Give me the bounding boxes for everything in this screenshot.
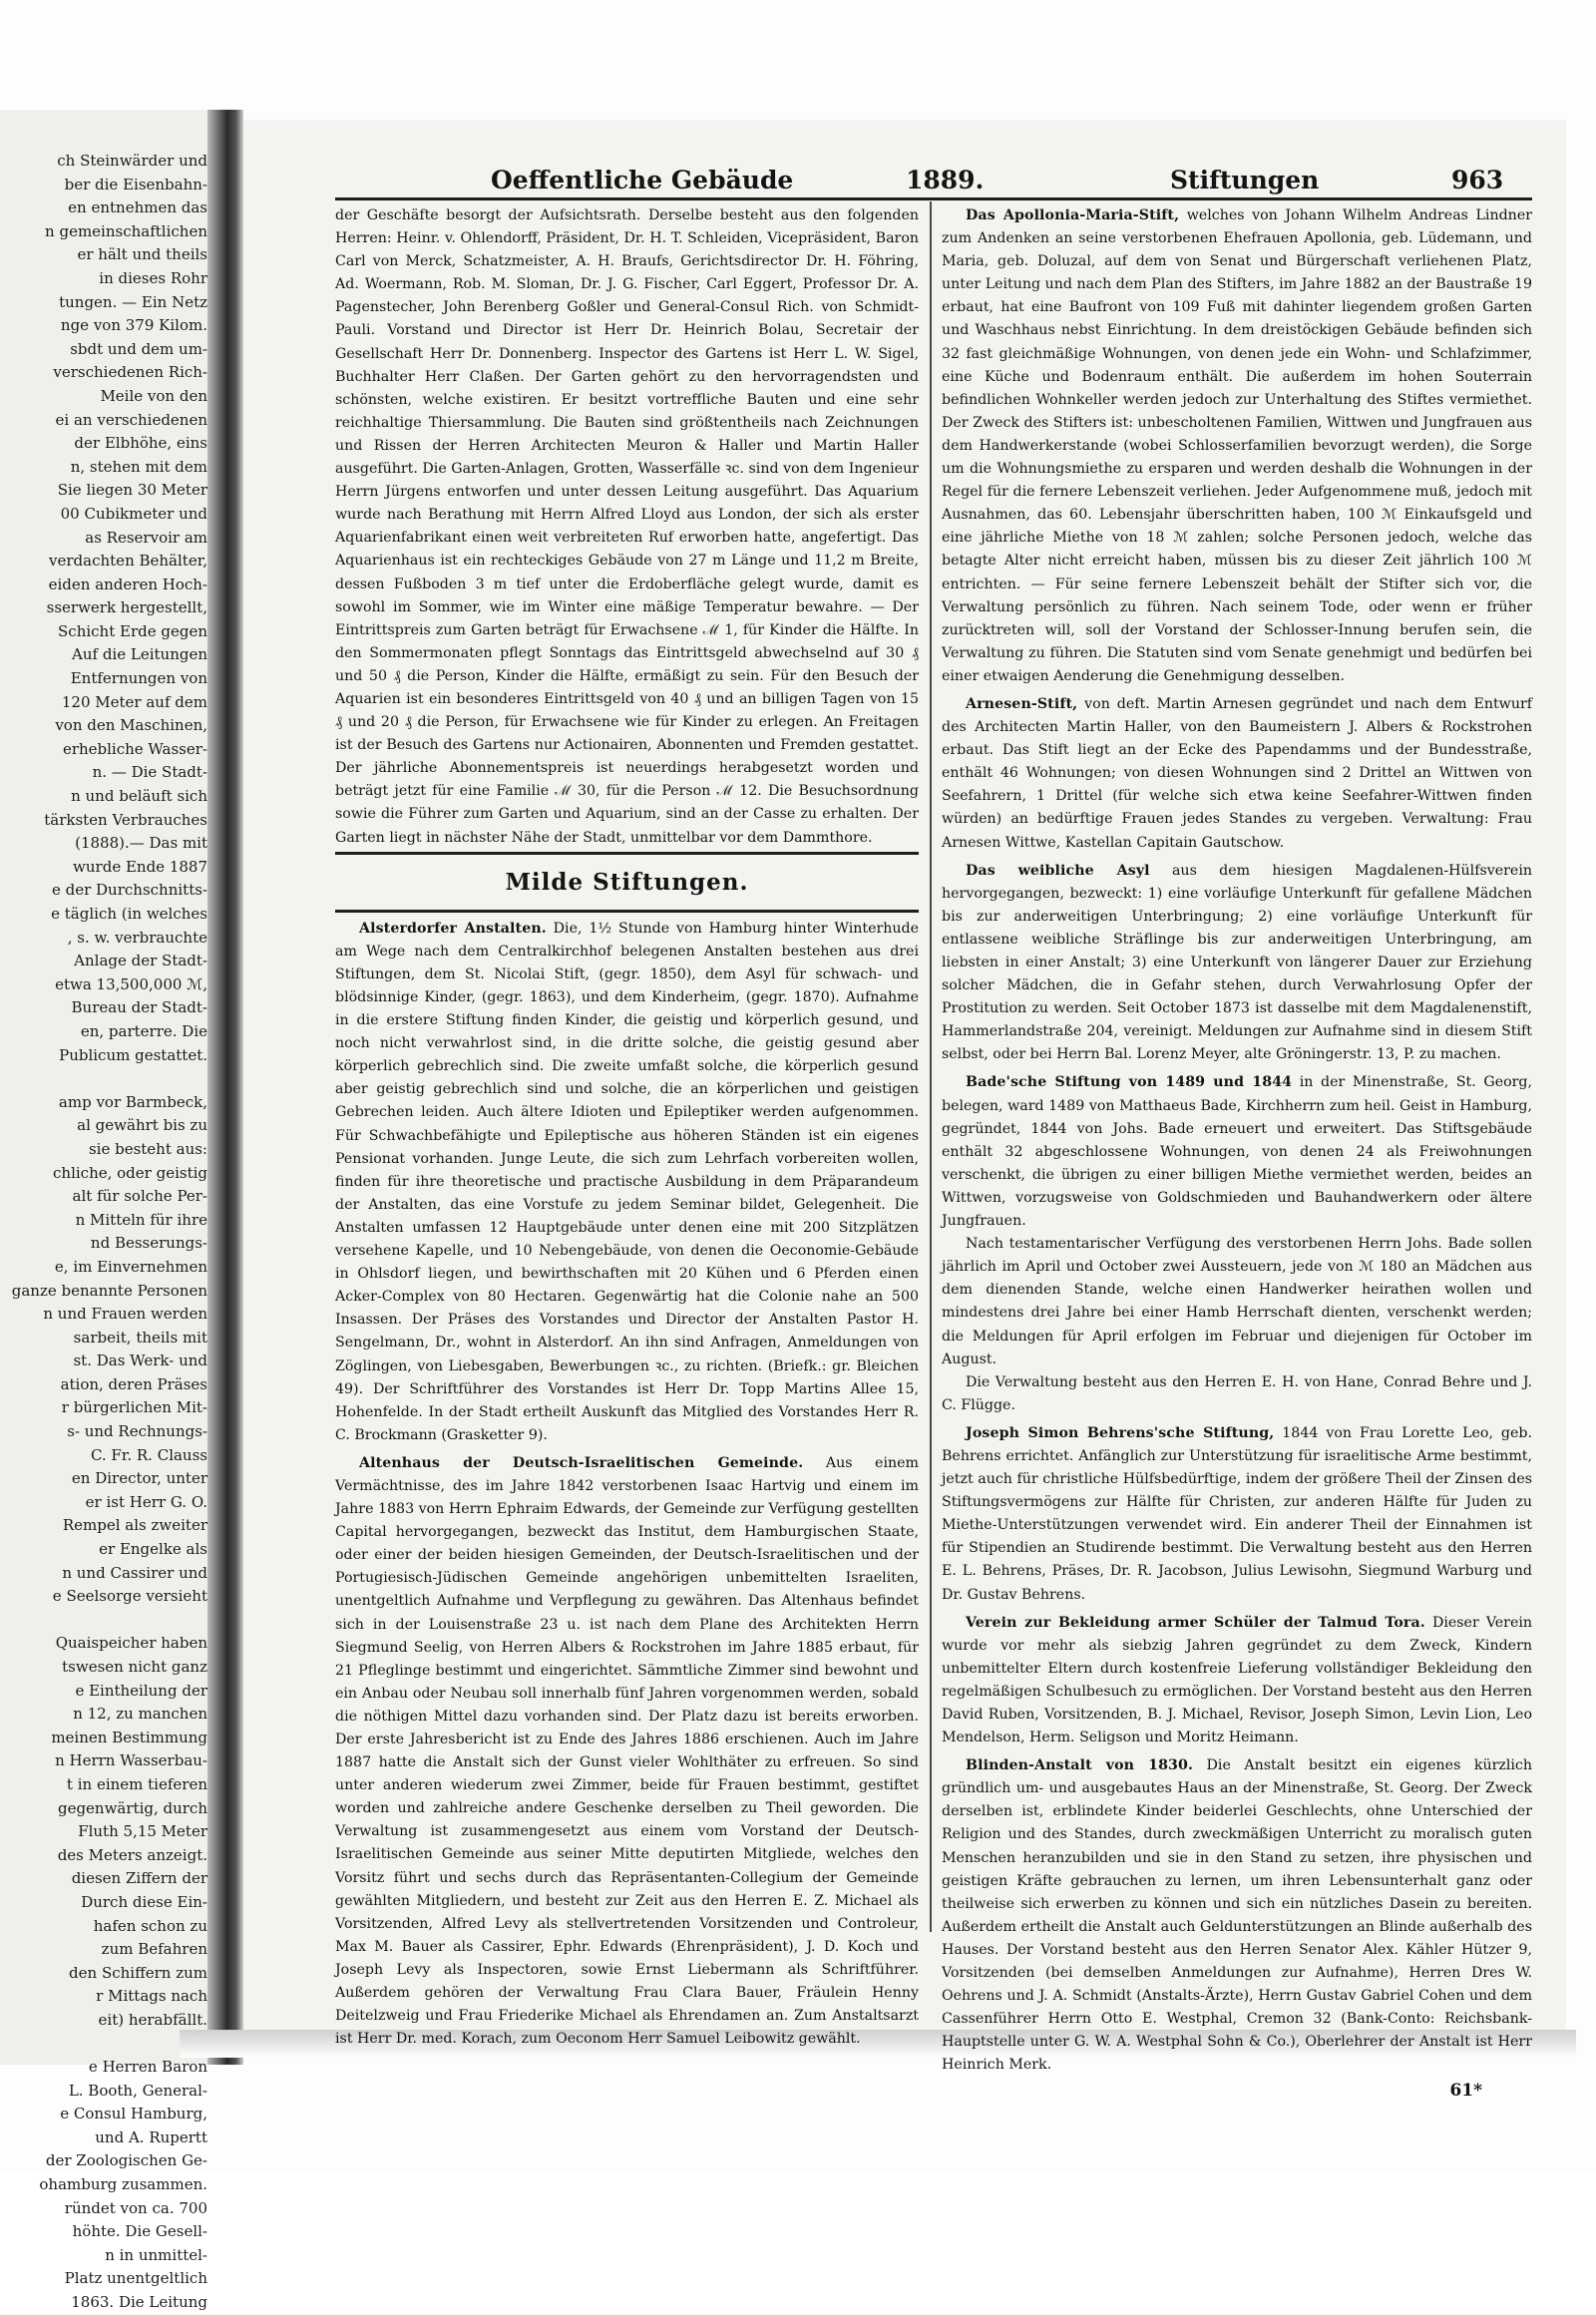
left-page-line: ohamburg zusammen.: [39, 2175, 207, 2194]
left-page-line: en, parterre. Die: [80, 1021, 207, 1040]
left-page-line: wurde Ende 1887: [73, 857, 207, 876]
header-rule: [335, 197, 1532, 200]
left-page-line: n Herrn Wasserbau-: [55, 1751, 207, 1770]
entry-title: Das Apollonia-Maria-Stift,: [966, 207, 1180, 223]
entry-text: Aus einem Vermächtnisse, des im Jahre 1842 verstorbenen Isaac Hartvig und einem im Jahre 1883 von Herrn Ephraim Edwards, der Gemeinde zur Verfügung gestellten Capital hervorgegangen, bezweckt das Institut, dem Hamburgischen Staate, oder einer der beiden hiesigen Gemeinden, der Deutsch-Israelitischen und der Portugiesisch-Jüdischen Gemeinde angehörigen unbemittelten Israeliten, unentgeltlich Aufnahme und Verpflegung zu gewähren. Das Altenhaus befindet sich in der Louisenstraße 23 u. ist nach dem Plane des Architekten Herrn Siegmund Seelig, von Herren Albers & Rockstrohen im Jahre 1885 erbaut, für 21 Pfleglinge bestimmt und eingerichtet. Sämmtliche Zimmer sind bewohnt und ein Anbau oder Neubau soll innerhalb fünf Jahren vorgenommen werden, sobald die nöthigen Mittel dazu vorhanden sind. Der Platz dazu ist bereits erworben. Der erste Jahresbericht ist zu Ende des Jahres 1886 erschienen. Auch im Jahre 1887 hatte die Anstalt sich der Gunst vieler Wohlthäter zu erfreuen. So sind unter anderen wiederum zwei Zimmer, beide für Frauen bestimmt, gestiftet worden und zahlreiche andere Geschenke derselben zu Theil geworden. Die Verwaltung ist zusammengesetzt aus einem vom Vorstand der Deutsch-Israelitischen Gemeinde aus seiner Mitte deputirten Mitgliede, welches den Vorsitz führt und sechs durch das Repräsentanten-Collegium der Gemeinde gewählten Mitgliedern, und besteht zur Zeit aus den Herren E. Z. Michael als Vorsitzenden, Alfred Levy als stellvertretenden Vorsitzenden und Controleur, Max M. Bauer als Cassirer, Ephr. Edwards (Ehrenpräsident), J. D. Koch und Joseph Levy als Inspectoren, sowie Ernst Liebermann als Schriftführer. Außerdem gehören der Verwaltung Frau Clara Bauer, Fräulein Henny Deitelzweig und Frau Friederike Michael als Ehrendamen an. Zum Anstaltsarzt ist Herr Dr. med. Korach, zum Oeconom Herr Samuel Leibowitz gewählt.: [335, 1454, 919, 2048]
left-page-line: 1863. Die Leitung: [71, 2293, 207, 2312]
left-page-line: etwa 13,500,000 ℳ,: [55, 974, 207, 993]
entry-title: Das weibliche Asyl: [966, 862, 1150, 879]
left-page-line: Entfernungen von: [70, 669, 207, 688]
left-page-line: [0, 2033, 207, 2057]
left-page-line: Auf die Leitungen: [72, 645, 207, 664]
left-page-line: erhebliche Wasser-: [62, 739, 207, 758]
page-number: 963: [1451, 166, 1504, 194]
left-page-line: en Director, unter: [71, 1469, 207, 1488]
left-page-line: er hält und theils: [77, 245, 207, 264]
left-page-text-fragments: [0, 150, 207, 2315]
left-page-line: n und Frauen werden: [43, 1305, 207, 1324]
left-page-line: verdachten Behälter,: [49, 552, 207, 571]
entry-blinden-anstalt: [942, 1754, 1532, 2077]
entry-text: Dieser Verein wurde vor mehr als siebzig Jahren gegründet zu dem Zweck, Kindern unbemittelter Eltern durch kostenfreie Lieferung vollständiger Bekleidung den regelmäßigen Schulbesuch zu ermöglichen. Der Vorstand besteht aus den Herren David Ruben, Vorsitzenden, B. J. Michael, Revisor, Joseph Simon, Levin Lion, Leo Mendelson, Herm. Seligson und Moritz Heimann.: [942, 1614, 1533, 1746]
book-gutter: [207, 110, 243, 2065]
left-page-line: n und Cassirer und: [62, 1563, 207, 1582]
entry-text: in der Minenstraße, St. Georg, belegen, ward 1489 von Matthaeus Bade, Kirchherrn zum heil. Geist in Hamburg, gegründet, 1844 von Johs. Bade erneuert und erweitert. Das Stiftsgebäude enthält 32 abgeschlossene Wohnungen, von denen 24 als Freiwohnungen verschenkt, die übrigen zu einer billigen Miethe vermiethet werden, beides an Wittwen, vorzugsweise von Goldschmieden und Bauhandwerkern oder ältere Jungfrauen.: [942, 1074, 1533, 1230]
left-page-line: ch Steinwärder und: [57, 152, 207, 170]
left-page-line: Durch diese Ein-: [81, 1892, 207, 1911]
entry-bade-part2: Nach testamentarischer Verfügung des verstorbenen Herrn Johs. Bade sollen jährlich im April und October zwei Aussteuern, jede von ℳ 180 an Mädchen aus dem dienenden Stande, welche einen Handwerker heirathen wollen und mindestens drei Jahre bei einer Hamb Herrschaft dienten, verschenkt werden; die Meldungen für April erfolgen im Februar und diejenigen für October im August.: [942, 1236, 1532, 1367]
left-page-line: ei an verschiedenen: [55, 410, 207, 429]
entry-title: Altenhaus der Deutsch-Israelitischen Gemeinde.: [359, 1454, 804, 1471]
left-page-line: nd Besserungs-: [90, 1234, 207, 1253]
left-page-edge: [0, 110, 217, 2312]
left-page-line: e der Durchschnitts-: [51, 881, 207, 900]
signature-mark: 61*: [1449, 2080, 1482, 2101]
entry-title: Blinden-Anstalt von 1830.: [966, 1757, 1194, 1774]
left-page-line: e Seelsorge versieht: [52, 1587, 207, 1606]
left-page-line: meinen Bestimmung: [51, 1728, 207, 1746]
entry-arnesen: [942, 693, 1532, 855]
left-page-line: en entnehmen das: [68, 198, 207, 217]
left-column: [335, 204, 919, 2051]
entry-text: von deft. Martin Arnesen gegründet und nach dem Entwurf des Architecten Martin Haller, von den Baumeistern J. Albers & Rockstrohen erbaut. Das Stift liegt an der Ecke des Papendamms und der Bundesstraße, enthält 46 Wohnungen; von diesen Wohnungen sind 2 Drittel an Wittwen von Seefahrern, 1 Drittel (für welche sich etwa keine Seefahrer-Wittwen finden würden) an bedürftige Frauen jedes Standes zu vergeben. Verwaltung: Frau Arnesen Wittwe, Kastellan Capitain Gautschow.: [942, 695, 1532, 851]
entry-alsterdorfer: [335, 918, 919, 1447]
right-column: [942, 204, 1532, 2103]
left-page-line: as Reservoir am: [85, 528, 207, 547]
left-page-line: höhte. Die Gesell-: [72, 2222, 207, 2241]
entry-weibliche-asyl: [942, 860, 1532, 1067]
left-page-line: [0, 1067, 207, 1091]
left-page-line: verschiedenen Rich-: [53, 363, 207, 382]
left-page-line: Schicht Erde gegen: [58, 621, 207, 640]
left-page-line: 120 Meter auf dem: [61, 692, 207, 711]
left-page-line: er ist Herr G. O.: [85, 1492, 207, 1511]
left-page-line: n und beläuft sich: [71, 787, 207, 806]
entry-bade: [942, 1071, 1532, 1233]
left-page-line: eiden anderen Hoch-: [48, 575, 207, 593]
left-page-line: Fluth 5,15 Meter: [78, 1822, 207, 1841]
entry-text: Die, 1½ Stunde von Hamburg hinter Winterhude am Wege nach dem Centralkirchhof belegenen Anstalten bestehen aus drei Stiftungen, dem St. Nicolai Stift, (gegr. 1850), dem Asyl für schwach- und blödsinnige Kinder, (gegr. 1863), und dem Kinderheim, (gegr. 1870). Aufnahme in die erstere Stiftung finden Kinder, die geistig und körperlich gesund, und noch nicht verwahrlost sind, in die dritte solche, die geistig gesund aber körperlich gebrechlich sind. Die zweite umfaßt solche, die körperlich gesund aber geistig gebrechlich sind und solche, die an körperlichen und geistigen Gebrechen leiden. Auch ältere Idioten und Epileptiker werden aufgenommen. Für Schwachbefähigte und Epileptische aus höheren Ständen ist ein eigenes Pensionat vorhanden. Junge Leute, die sich zum Lehrfach vorbereiten wollen, finden für ihre theoretische und practische Ausbildung in dem Präparandeum der Anstalten, das eine Vorstufe zu jedem Seminar bildet, Gelegenheit. Die Anstalten umfassen 12 Hauptgebäude unter denen eine mit 200 Sitzplätzen versehene Kapelle, und 10 Nebengebäude, von denen die Oeconomie-Gebäude in Ohlsdorf liegen, und bewirthschaften mit 20 Kühen und 6 Pferden einen Acker-Complex von 80 Hectaren. Gegenwärtig hat die Colonie nahe an 500 Insassen. Der Präses des Vorstandes und Director der Anstalten Pastor H. Sengelmann, Dr., wohnt in Alsterdorf. An ihn sind Anfragen, Anmeldungen von Zöglingen, von Liebesgaben, Bewerbungen ꝛc., zu richten. (Briefk.: gr. Bleichen 49). Der Schriftführer des Vorstandes ist Herr Dr. Topp Martins Allee 15, Hohenfelde. In der Stadt ertheilt Auskunft das Mitglied des Vorstandes Herr R. C. Brockmann (Grasketter 9).: [335, 920, 919, 1443]
left-page-line: e täglich (in welches: [51, 905, 207, 923]
left-page-line: al gewährt bis zu: [77, 1116, 207, 1135]
left-page-line: sbdt und dem um-: [70, 339, 207, 358]
left-page-line: und A. Rupertt: [95, 2127, 207, 2146]
running-head-left: Oeffentliche Gebäude: [491, 166, 794, 194]
left-page-line: t in einem tieferen: [66, 1774, 207, 1793]
entry-text: Die Anstalt besitzt ein eigenes kürzlich gründlich um- und ausgebautes Haus an der Minenstraße, St. Georg. Der Zweck derselben ist, erblindete Kinder beiderlei Geschlechts, ohne Unterschied der Religion und des Standes, durch zweckmäßigen Unterricht zu moralisch guten Menschen heranzubilden und sie in den Stand zu setzen, ihre physischen und geistigen Kräfte gebrauchen zu lernen, um ihren Lebensunterhalt ganz oder theilweise sich erwerben zu können und sich ein nützliches Dasein zu bereiten. Außerdem ertheilt die Anstalt auch Geldunterstützungen an Blinde außerhalb des Hauses. Der Vorstand besteht aus den Herren Senator Alex. Kähler Hützer 9, Vorsitzenden (bei demselben Anmeldungen zur Aufnahme), Herren Dres W. Oehrens und J. A. Schmidt (Anstalts-Ärzte), Herrn Gustav Gabriel Cohen und dem Cassenführer Herrn Otto E. Westphal, Cremon 32 (Bank-Conto: Reichsbank-Hauptstelle unter G. W. A. Westphal Sohn & Co.), Oberlehrer der Anstalt ist Herr Heinrich Merk.: [942, 1757, 1532, 2074]
left-page-line: chliche, oder geistig: [53, 1163, 207, 1182]
left-page-line: Meile von den: [100, 386, 207, 405]
left-page-line: st. Das Werk- und: [73, 1351, 207, 1370]
zoo-intro-paragraph: der Geschäfte besorgt der Aufsichtsrath. Derselbe besteht aus den folgenden Herren: Heinr. v. Ohlendorff, Präsident, Dr. H. T. Schleiden, Vicepräsident, Baron Carl von Merck, Schatzmeister, A. H. Braufs, Gerichtsdirector Dr. H. Föhring, Ad. Woermann, Rob. M. Sloman, Dr. J. G. Fischer, Carl Eggert, Professor Dr. A. Pagenstecher, John Berenberg Goßler und General-Consul Rich. von Schmidt-Pauli. Vorstand und Director ist Herr Dr. Heinrich Bolau, Secretair der Gesellschaft Herr Dr. Donnenberg. Inspector des Gartens ist Herr L. W. Sigel, Buchhalter Herr Claßen. Der Garten gehört zu den hervorragendsten und schönsten, welche existiren. Er besitzt vortreffliche Bauten und eine sehr reichhaltige Thiersammlung. Die Bauten sind größtentheils nach Zeichnungen und Rissen der Herren Architecten Meuron & Haller und Martin Haller ausgeführt. Die Garten-Anlagen, Grotten, Wasserfälle ꝛc. sind von dem Ingenieur Herrn Jürgens entworfen und unter dessen Leitung ausgeführt. Das Aquarium wurde nach Berathung mit Herrn Alfred Lloyd aus London, der sich als erster Aquarienfabrikant einen weit verbreiteten Ruf erworben hatte, angefertigt. Das Aquarienhaus ist ein rechteckiges Gebäude von 27 m Länge und 11,2 m Breite, dessen Fußboden 3 m tief unter die Erdoberfläche gelegt wurde, damit es sowohl im Sommer, wie im Winter eine mäßige Temperatur bewahre. — Der Eintrittspreis zum Garten beträgt für Erwachsene ℳ 1, für Kinder die Hälfte. In den Sommermonaten pflegt Sonntags das Eintrittsgeld abwechselnd auf 30 ₰ und 50 ₰ die Person, Kinder die Hälfte, ermäßigt zu sein. Für den Besuch der Aquarien ist ein besonderes Eintrittsgeld von 40 ₰ und an billigen Tagen von 15 ₰ und 20 ₰ die Person, für Erwachsene wie für Kinder zu erlegen. An Freitagen ist der Besuch des Gartens nur Actionairen, Abonnenten und Fremden gestattet. Der jährliche Abonnementspreis ist neuerdings herabgesetzt worden und beträgt jetzt für eine Familie ℳ 30, für die Person ℳ 12. Die Besuchsordnung sowie die Führer zum Garten und Aquarium, sind an der Casse zu erhalten. Der Garten liegt in nächster Nähe der Stadt, unmittelbar vor dem Dammthore.: [335, 207, 919, 846]
left-page-line: nge von 379 Kilom.: [60, 316, 207, 335]
left-page-line: amp vor Barmbeck,: [58, 1092, 207, 1111]
left-page-line: e, im Einvernehmen: [54, 1257, 207, 1276]
left-page-line: n. — Die Stadt-: [92, 763, 207, 782]
entry-text: aus dem hiesigen Magdalenen-Hülfsverein hervorgegangen, bezweckt: 1) eine vorläufige Unterkunft für gefallene Mädchen bis zur anderweitigen Unterbringung; 2) eine vorläufige Unterkunft für entlassene weibliche Sträflinge bis zur anderweitigen Unterbringung, am liebsten in einer Anstalt; 3) eine Unterkunft von längerer Dauer zur Erziehung solcher Mädchen, die in Gefahr stehen, durch Verwahrlosung Opfer der Prostitution zu werden. Seit October 1873 ist dasselbe mit dem Magdalenenstift, Hammerlandstraße 204, vereinigt. Meldungen zur Aufnahme sind in diesem Stift selbst, oder bei Herrn Bal. Lorenz Meyer, alte Gröningerstr. 13, P. zu machen.: [942, 862, 1532, 1063]
left-page-line: , s. w. verbrauchte: [67, 928, 207, 947]
left-page-line: s- und Rechnungs-: [67, 1422, 207, 1441]
left-page-line: Sie liegen 30 Meter: [57, 481, 207, 500]
entry-text: welches von Johann Wilhelm Andreas Lindner zum Andenken an seine verstorbenen Ehefrauen Apollonia, geb. Lüdemann, und Maria, geb. Doluzal, auf dem von Senat und Bürgerschaft verliehenen Platz, unter Leitung und nach dem Plan des Stifters, im Jahre 1882 an der Baustraße 19 erbaut, hat eine Baufront von 109 Fuß mit dahinter liegendem großen Garten und Waschhaus nebst Einrichtung. In dem dreistöckigen Gebäude befinden sich 32 fast gleichmäßige Wohnungen, von denen jede ein Wohn- und Schlafzimmer, eine Küche und Bodenraum enthält. Die außerdem im hohen Souterrain befindlichen Wohnkeller werden jedoch zur Unterhaltung des Stiftes vermiethet. Der Zweck des Stifters ist: unbescholtenen Familien, Wittwen und Jungfrauen aus dem Handwerkerstande (wobei Schlosserfamilien bevorzugt werden), die Sorge um die Wohnungsmiethe zu ersparen und werden deshalb die Wohnungen in der Regel für die fernere Lebenszeit verliehen. Jeder Aufgenommene muß, jedoch mit Ausnahmen, das 60. Lebensjahr überschritten haben, 100 ℳ Einkaufsgeld und eine jährliche Miethe von 18 ℳ zahlen; solche Personen jedoch, welche das betagte Alter nicht erreicht haben, müssen bis zu dieser Zeit jährlich 100 ℳ entrichten. — Für seine fernere Lebenszeit behält der Stifter sich vor, die Verwaltung persönlich zu führen. Nach seinem Tode, oder wenn er früher zurücktreten will, soll der Vorstand der Schlosser-Innung berufen sein, die Verwaltung zu führen. Die Statuten sind vom Senate genehmigt und bedürfen bei einer etwaigen Aenderung die Genehmigung desselben.: [942, 207, 1532, 684]
left-page-line: tswesen nicht ganz: [62, 1658, 207, 1676]
left-page-line: den Schiffern zum: [69, 1963, 207, 1982]
left-page-line: n, stehen mit dem: [70, 457, 207, 476]
left-page-line: Bureau der Stadt-: [71, 998, 207, 1017]
left-page-line: sserwerk hergestellt,: [46, 598, 207, 617]
left-page-line: r bürgerlichen Mit-: [61, 1398, 207, 1417]
entry-title: Verein zur Bekleidung armer Schüler der Talmud Tora.: [966, 1614, 1425, 1631]
left-page-line: der Elbhöhe, eins: [74, 434, 207, 453]
entry-apollonia: [942, 204, 1532, 688]
left-page-line: eit) herabfällt.: [98, 2010, 207, 2029]
left-page-line: n in unmittel-: [105, 2245, 207, 2264]
left-page-line: er Engelke als: [99, 1540, 207, 1559]
left-page-line: e Consul Hamburg,: [60, 2105, 207, 2123]
left-page-line: in dieses Rohr: [99, 268, 207, 287]
left-page-line: tärksten Verbrauches: [44, 810, 207, 829]
section-rule-top: [335, 852, 919, 855]
entry-title: Bade'sche Stiftung von 1489 und 1844: [966, 1074, 1293, 1091]
left-page-line: n Mitteln für ihre: [75, 1210, 207, 1229]
left-page-line: gegenwärtig, durch: [57, 1798, 207, 1817]
entry-altenhaus: [335, 1452, 919, 2051]
entry-title: Arnesen-Stift,: [966, 695, 1078, 712]
running-head-year: 1889.: [906, 166, 985, 194]
left-page-line: ründet von ca. 700: [64, 2198, 207, 2217]
left-page-line: 00 Cubikmeter und: [60, 504, 207, 523]
left-page-line: ber die Eisenbahn-: [64, 175, 207, 193]
entry-title: Alsterdorfer Anstalten.: [359, 920, 547, 937]
left-page-line: Platz unentgeltlich: [64, 2269, 207, 2288]
running-head-right: Stiftungen: [1170, 166, 1320, 194]
left-page-line: Rempel als zweiter: [62, 1516, 207, 1535]
left-page-line: e Herren Baron: [88, 2058, 207, 2077]
left-page-line: Anlage der Stadt-: [74, 952, 207, 970]
left-page-line: e Eintheilung der: [75, 1681, 207, 1700]
left-page-line: von den Maschinen,: [55, 716, 207, 735]
left-page-line: des Meters anzeigt.: [57, 1845, 207, 1864]
left-page-line: Quaispeicher haben: [55, 1634, 207, 1653]
left-page-line: [0, 1609, 207, 1633]
left-page-line: alt für solche Per-: [72, 1187, 207, 1206]
left-page-line: diesen Ziffern der: [71, 1869, 207, 1888]
left-page-line: n 12, zu manchen: [73, 1705, 207, 1724]
left-page-line: sarbeit, theils mit: [73, 1328, 207, 1347]
section-heading: Milde Stiftungen.: [505, 868, 749, 896]
left-page-line: Publicum gestattet.: [59, 1045, 207, 1064]
entry-behrens: [942, 1422, 1532, 1607]
entry-bade-part3: Die Verwaltung besteht aus den Herren E. H. von Hane, Conrad Behre und J. C. Flügge.: [942, 1373, 1532, 1413]
left-page-line: L. Booth, General-: [68, 2081, 207, 2100]
left-page-line: n gemeinschaftlichen: [45, 221, 207, 240]
left-page-line: (1888).— Das mit: [75, 834, 207, 853]
entry-title: Joseph Simon Behrens'sche Stiftung,: [966, 1424, 1275, 1441]
entry-talmud-tora: [942, 1612, 1532, 1750]
left-page-line: tungen. — Ein Netz: [59, 292, 207, 311]
left-page-line: der Zoologischen Ge-: [45, 2151, 207, 2170]
left-page-line: ation, deren Präses: [60, 1374, 207, 1393]
left-page-line: r Mittags nach: [96, 1987, 207, 2006]
entry-text: 1844 von Frau Lorette Leo, geb. Behrens errichtet. Anfänglich zur Unterstützung für israelitische Arme bestimmt, jetzt auch für christliche Hülfsbedürftige, indem der größere Theil der Zinsen des Stiftungsvermögens zur Hälfte für Christen, zur anderen Hälfte für Juden zu Miethe-Unterstützungen verwendet wird. Ein anderer Theil der Einnahmen ist für Stipendien an Studirende bestimmt. Die Verwaltung besteht aus den Herren E. L. Behrens, Präses, Dr. R. Jacobson, Julius Lewisohn, Siegmund Warburg und Dr. Gustav Behrens.: [942, 1424, 1532, 1603]
left-page-line: C. Fr. R. Clauss: [90, 1445, 207, 1464]
left-page-line: ganze benannte Personen: [11, 1281, 207, 1300]
left-page-line: hafen schon zu: [93, 1916, 207, 1935]
left-page-line: zum Befahren: [101, 1940, 207, 1959]
column-divider: [930, 201, 932, 1932]
left-page-line: sie besteht aus:: [88, 1139, 207, 1158]
